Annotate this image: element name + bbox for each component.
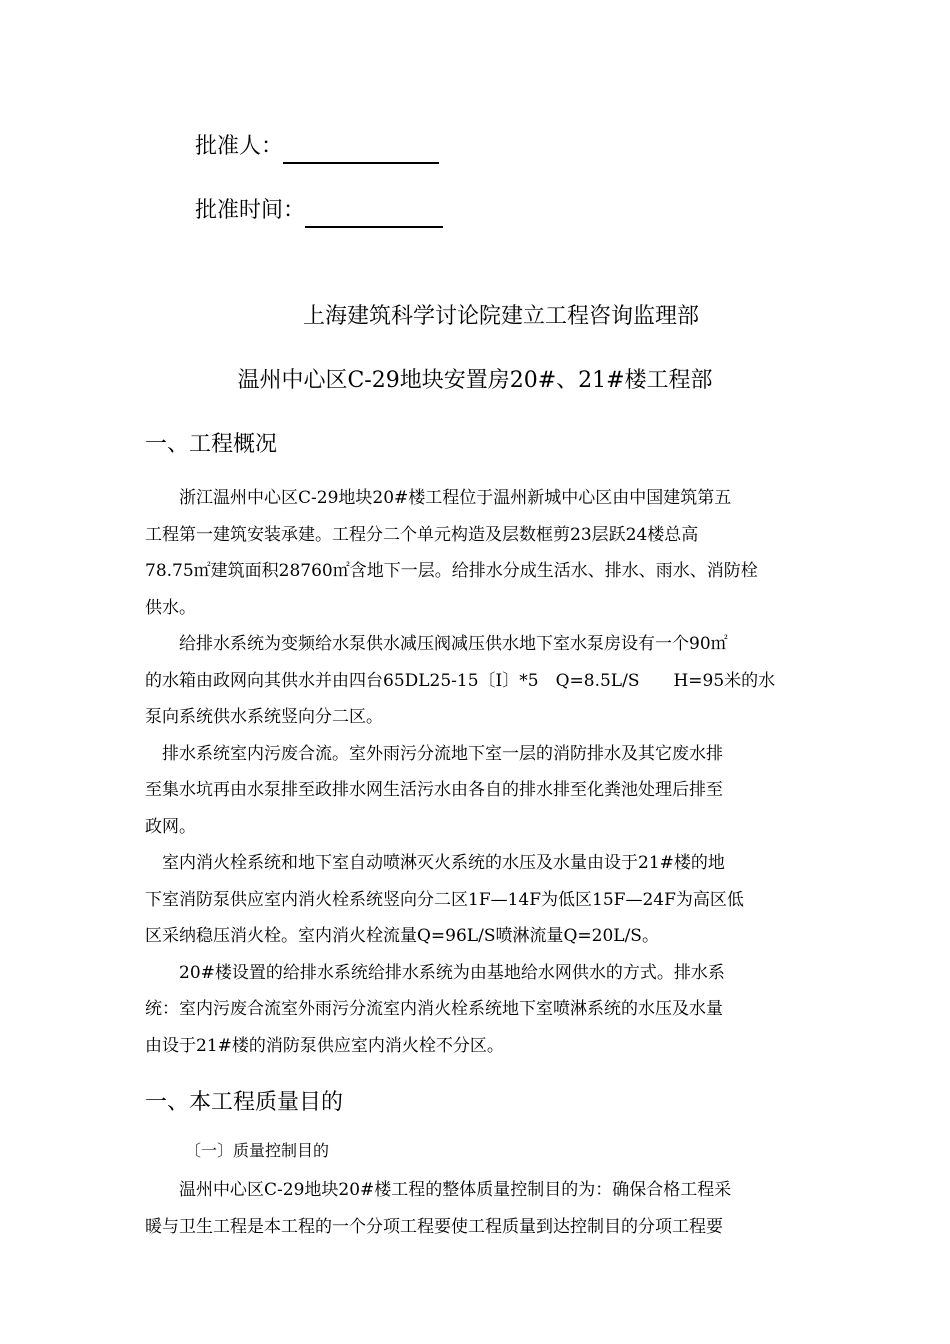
- text-line: 工程第一建筑安装承建。工程分二个单元构造及层数框剪23层跃24楼总高: [145, 524, 699, 545]
- text-line: 统：室内污废合流室外雨污分流室内消火栓系统地下室喷淋系统的水压及水量: [145, 999, 723, 1019]
- quality-text: [145, 1172, 810, 1245]
- project-department-name: 温州中心区C-29地块安置房20#、21#楼工程部: [237, 368, 713, 393]
- text-line: 泵向系统供水系统竖向分二区。: [145, 707, 383, 727]
- approver-signature-line: [283, 134, 439, 164]
- text-line: 给排水系统为变频给水泵供水减压阀减压供水地下室水泵房设有一个90㎡: [145, 634, 728, 654]
- text-line: 下室消防泵供应室内消火栓系统竖向分二区1F—14F为低区15F—24F为高区低: [145, 889, 744, 910]
- approval-time-field: [195, 194, 443, 228]
- overview-text: [145, 480, 810, 1064]
- text-line: 浙江温州中心区C-29地块20#楼工程位于温州新城中心区由中国建筑第五: [145, 488, 732, 508]
- text-line: 区采纳稳压消火栓。室内消火栓流量Q=96L/S喷淋流量Q=20L/S。: [145, 926, 659, 946]
- text-line: 78.75㎡建筑面积28760㎡含地下一层。给排水分成生活水、排水、雨水、消防栓: [145, 561, 758, 581]
- text-line: 温州中心区C-29地块20#楼工程的整体质量控制目的为：确保合格工程采: [145, 1180, 732, 1200]
- text-line: 至集水坑再由水泵排至政排水网生活污水由各自的排水排至化粪池处理后排至: [145, 780, 723, 800]
- text-line: 供水。: [145, 597, 196, 618]
- approval-time-label: 批准时间：: [195, 198, 306, 223]
- approver-field: [195, 130, 439, 164]
- approval-time-signature-line: [305, 198, 443, 228]
- text-line: 20#楼设置的给排水系统给排水系统为由基地给水网供水的方式。排水系: [145, 962, 725, 983]
- text-line: 由设于21#楼的消防泵供应室内消火栓不分区。: [145, 1035, 504, 1056]
- approver-label: 批准人：: [195, 134, 284, 159]
- section-heading-quality: 一、本工程质量目的: [145, 1090, 344, 1115]
- section-heading-overview: 一、工程概况: [145, 432, 278, 457]
- subheading-quality-control: 〔一〕质量控制目的: [185, 1141, 330, 1160]
- organization-name: 上海建筑科学讨论院建立工程咨询监理部: [302, 304, 699, 329]
- text-line: 政网。: [145, 816, 196, 837]
- text-line: 排水系统室内污废合流。室外雨污分流地下室一层的消防排水及其它废水排: [145, 743, 723, 764]
- text-line: 室内消火栓系统和地下室自动喷淋灭火系统的水压及水量由设于21#楼的地: [145, 853, 725, 873]
- text-line: 暖与卫生工程是本工程的一个分项工程要使工程质量到达控制目的分项工程要: [145, 1216, 723, 1237]
- text-line: 的水箱由政网向其供水并由四台65DL25-15〔I〕*5 Q=8.5L/S H=95米的水: [145, 670, 776, 691]
